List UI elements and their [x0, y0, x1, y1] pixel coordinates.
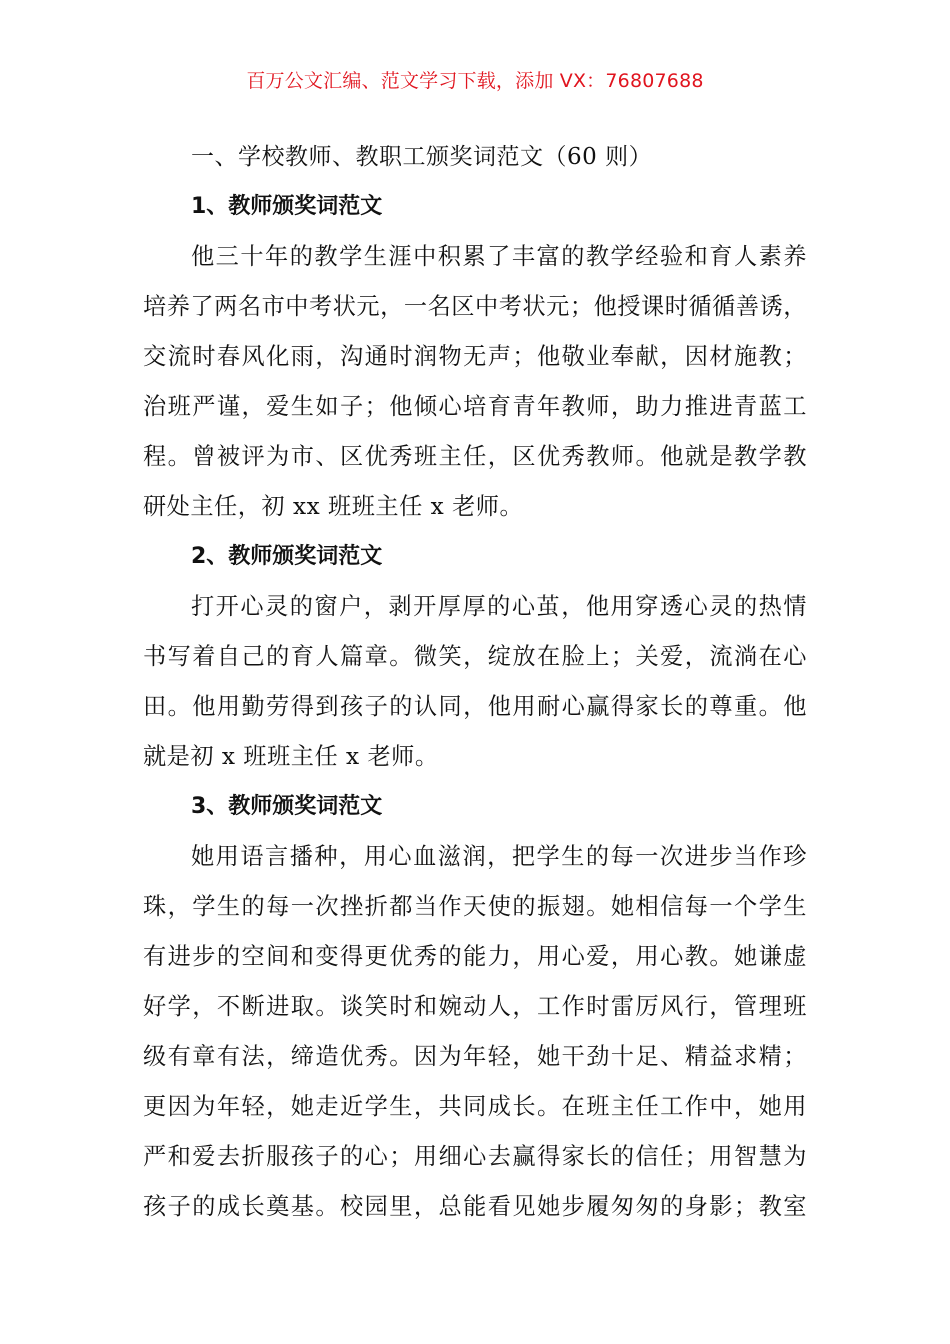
paragraph-line: 治班严谨，爱生如子；他倾心培育青年教师，助力推进青蓝工	[143, 393, 807, 420]
paragraph-line: 打开心灵的窗户，剥开厚厚的心茧，他用穿透心灵的热情	[191, 593, 807, 620]
paragraph-line: 有进步的空间和变得更优秀的能力，用心爱，用心教。她谦虚	[143, 943, 807, 970]
document-body	[143, 132, 807, 1232]
section-heading-1: 1、教师颁奖词范文	[191, 194, 383, 219]
section-paragraph-2	[143, 582, 807, 782]
paragraph-line: 就是初 x 班班主任 x 老师。	[143, 743, 439, 770]
paragraph-line: 更因为年轻，她走近学生，共同成长。在班主任工作中，她用	[143, 1093, 807, 1120]
paragraph-line: 珠，学生的每一次挫折都当作天使的振翅。她相信每一个学生	[143, 893, 807, 920]
paragraph-line: 她用语言播种，用心血滋润，把学生的每一次进步当作珍	[191, 843, 807, 870]
paragraph-line: 田。他用勤劳得到孩子的认同，他用耐心赢得家长的尊重。他	[143, 693, 807, 720]
watermark-banner: 百万公文汇编、范文学习下载，添加 VX：76807688	[246, 70, 704, 92]
document-title: 一、学校教师、教职工颁奖词范文（60 则）	[191, 144, 653, 170]
section-paragraph-1	[143, 232, 807, 532]
section-heading-3: 3、教师颁奖词范文	[191, 794, 383, 819]
paragraph-line: 好学，不断进取。谈笑时和婉动人，工作时雷厉风行，管理班	[143, 993, 807, 1020]
section-heading-2: 2、教师颁奖词范文	[191, 544, 383, 569]
paragraph-line: 培养了两名市中考状元，一名区中考状元；他授课时循循善诱，	[143, 293, 807, 320]
paragraph-line: 交流时春风化雨，沟通时润物无声；他敬业奉献，因材施教；	[143, 343, 807, 370]
paragraph-line: 程。曾被评为市、区优秀班主任，区优秀教师。他就是教学教	[143, 443, 807, 470]
paragraph-line: 研处主任，初 xx 班班主任 x 老师。	[143, 493, 524, 520]
section-paragraph-3	[143, 832, 807, 1232]
paragraph-line: 书写着自己的育人篇章。微笑，绽放在脸上；关爱，流淌在心	[143, 643, 807, 670]
paragraph-line: 严和爱去折服孩子的心；用细心去赢得家长的信任；用智慧为	[143, 1143, 807, 1170]
paragraph-line: 孩子的成长奠基。校园里，总能看见她步履匆匆的身影；教室	[143, 1193, 807, 1220]
paragraph-line: 级有章有法，缔造优秀。因为年轻，她干劲十足、精益求精；	[143, 1043, 807, 1070]
paragraph-line: 他三十年的教学生涯中积累了丰富的教学经验和育人素养	[191, 243, 807, 270]
